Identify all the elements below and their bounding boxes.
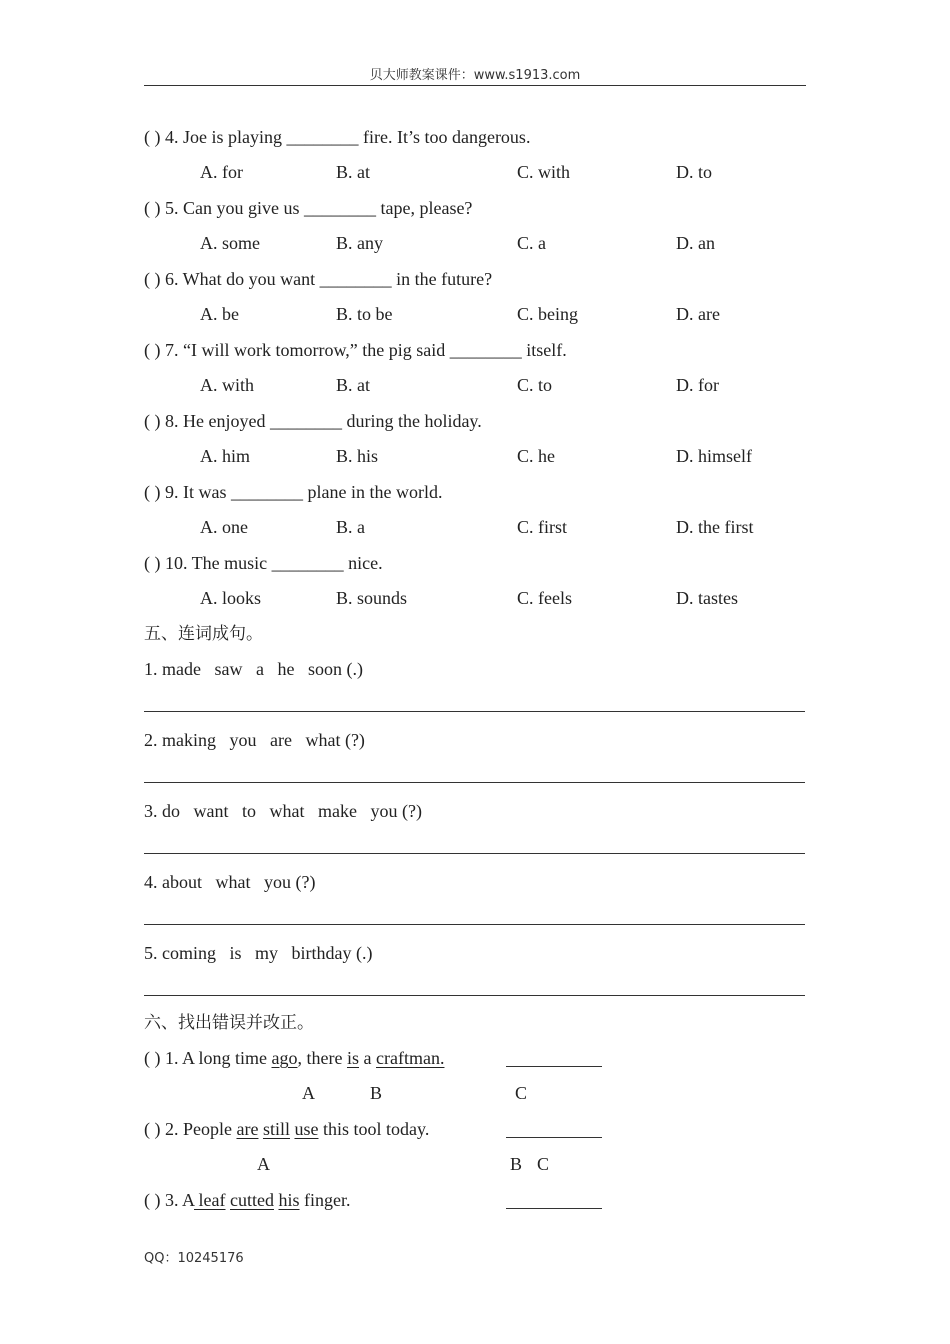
question-6-stem: ( ) 6. What do you want ________ in the future? [144, 269, 493, 289]
question-8-option-c: C. he [517, 446, 555, 466]
question-9-option-b: B. a [336, 517, 365, 537]
question-5-option-d: D. an [676, 233, 715, 253]
correction-blank-1[interactable] [506, 1066, 602, 1067]
underlined-a: leaf [194, 1190, 226, 1210]
error-question-1: ( ) 1. A long time ago, there is a craftman. [144, 1048, 445, 1068]
underlined-c: craftman. [376, 1048, 445, 1068]
question-8-stem: ( ) 8. He enjoyed ________ during the holiday. [144, 411, 482, 431]
question-7-option-c: C. to [517, 375, 553, 395]
question-5-stem: ( ) 5. Can you give us ________ tape, please? [144, 198, 473, 218]
correction-blank-2[interactable] [506, 1137, 602, 1138]
page-footer: QQ：10245176 [144, 1251, 244, 1266]
question-10-option-a: A. looks [200, 588, 262, 608]
question-7-stem: ( ) 7. “I will work tomorrow,” the pig said ________ itself. [144, 340, 567, 360]
question-7-option-d: D. for [676, 375, 719, 395]
question-4-option-c: C. with [517, 162, 571, 182]
question-8-option-b: B. his [336, 446, 379, 466]
error-2-letter-a: A [257, 1154, 270, 1174]
question-6-option-b: B. to be [336, 304, 393, 324]
question-6-option-a: A. be [200, 304, 239, 324]
answer-line-1[interactable] [144, 711, 805, 712]
error-1-letter-b: B [370, 1083, 383, 1103]
question-9-option-d: D. the first [676, 517, 754, 537]
question-7-option-a: A. with [200, 375, 254, 395]
underlined-c: his [278, 1190, 300, 1210]
question-6-option-c: C. being [517, 304, 578, 324]
section-5-title: 五、连词成句。 [144, 624, 263, 644]
question-10-stem: ( ) 10. The music ________ nice. [144, 553, 383, 573]
question-9-stem: ( ) 9. It was ________ plane in the world. [144, 482, 443, 502]
question-5-option-a: A. some [200, 233, 260, 253]
question-4-option-d: D. to [676, 162, 712, 182]
answer-line-5[interactable] [144, 995, 805, 996]
question-9-option-a: A. one [200, 517, 248, 537]
error-2-letter-c: C [537, 1154, 550, 1174]
question-5-option-c: C. a [517, 233, 546, 253]
error-1-letter-c: C [515, 1083, 528, 1103]
question-10-option-b: B. sounds [336, 588, 408, 608]
question-6-option-d: D. are [676, 304, 720, 324]
answer-line-4[interactable] [144, 924, 805, 925]
underlined-c: use [294, 1119, 319, 1139]
question-10-option-c: C. feels [517, 588, 572, 608]
correction-blank-3[interactable] [506, 1208, 602, 1209]
error-question-2: ( ) 2. People are still use this tool today. [144, 1119, 430, 1139]
error-2-letter-b: B [510, 1154, 523, 1174]
question-9-option-c: C. first [517, 517, 568, 537]
underlined-a: are [236, 1119, 259, 1139]
question-10-option-d: D. tastes [676, 588, 738, 608]
page-header: 贝大师教案课件：www.s1913.com [369, 68, 581, 83]
sentence-item-3: 3. do want to what make you (?) [144, 801, 422, 821]
underlined-a: ago [271, 1048, 298, 1068]
sentence-item-2: 2. making you are what (?) [144, 730, 365, 750]
answer-line-3[interactable] [144, 853, 805, 854]
question-8-option-d: D. himself [676, 446, 752, 466]
underlined-b: still [262, 1119, 290, 1139]
question-5-option-b: B. any [336, 233, 383, 253]
sentence-item-4: 4. about what you (?) [144, 872, 316, 892]
question-7-option-b: B. at [336, 375, 370, 395]
error-1-letter-a: A [302, 1083, 315, 1103]
underlined-b: cutted [230, 1190, 274, 1210]
question-4-stem: ( ) 4. Joe is playing ________ fire. It’s too dangerous. [144, 127, 531, 147]
sentence-item-1: 1. made saw a he soon (.) [144, 659, 363, 679]
error-question-3: ( ) 3. A leaf cutted his finger. [144, 1190, 351, 1210]
underlined-b: is [346, 1048, 359, 1068]
header-rule [144, 85, 806, 86]
answer-line-2[interactable] [144, 782, 805, 783]
question-8-option-a: A. him [200, 446, 251, 466]
section-6-title: 六、找出错误并改正。 [144, 1013, 314, 1033]
sentence-item-5: 5. coming is my birthday (.) [144, 943, 373, 963]
question-4-option-b: B. at [336, 162, 370, 182]
question-4-option-a: A. for [200, 162, 243, 182]
